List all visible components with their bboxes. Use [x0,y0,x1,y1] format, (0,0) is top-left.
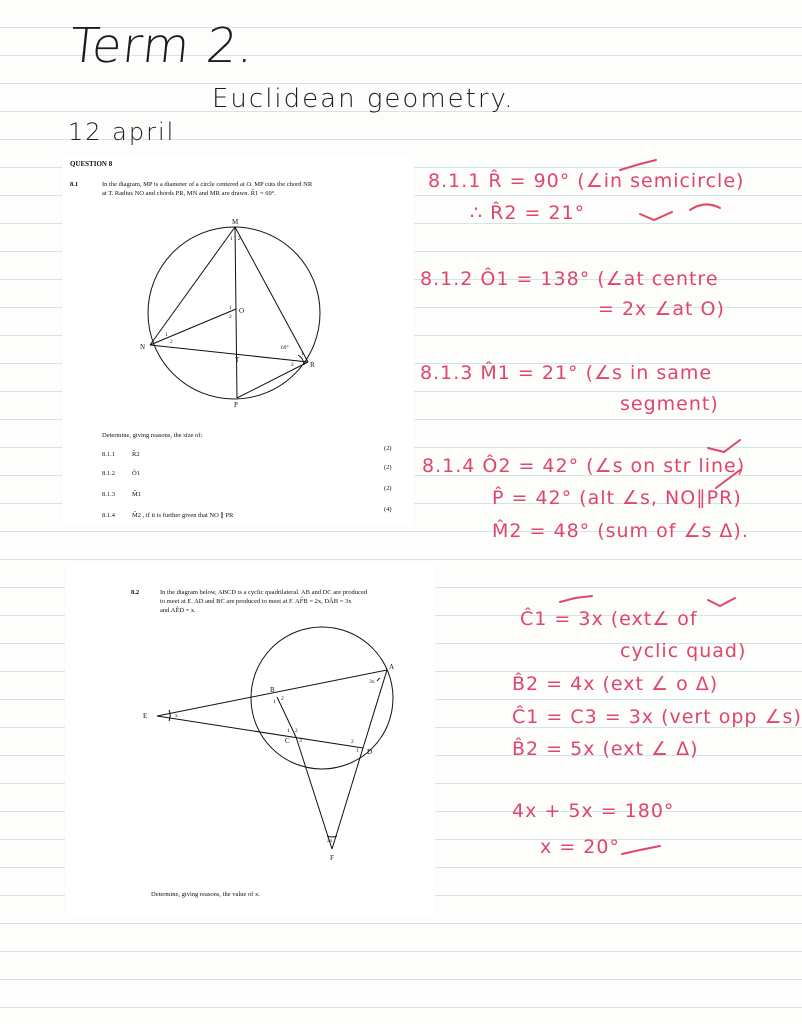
angle-label-x: x [175,713,178,719]
angle-label-m1: 1 [230,236,233,242]
answer-8-2-line2: cyclic quad) [620,640,747,662]
answer-8-2-line7: x = 20° [540,836,620,858]
tick-mark-icon [622,846,660,854]
answer-8-1-1-line1: 8.1.1 R̂ = 90° (∠in semicircle) [428,170,745,192]
angle-label-69: 69° [281,345,289,351]
item-8-1-3-marks: (2) [384,485,392,492]
item-8-1-2-label: Ô1 [132,470,140,477]
point-O-label: O [239,307,245,315]
angle-label-o1: 1 [229,305,232,311]
part-8-1-instruction: Determine, giving reasons, the size of: [102,432,203,439]
part-8-2-instruction: Determine, giving reasons, the value of x. [151,891,260,898]
notebook-subtitle: Euclidean geometry. [212,84,515,114]
angle-label-o2: 2 [229,314,232,320]
part-8-1-text-line1: In the diagram, MP is a diameter of a circle centered at O. MP cuts the chord NR [102,181,313,188]
angle-label-m2: 2 [238,236,241,242]
answer-8-1-4-line3: M̂2 = 48° (sum of ∠s Δ). [492,520,749,542]
point-M-label: M [232,218,239,226]
notebook-date: 12 april [68,118,176,146]
answer-8-2-line6: 4x + 5x = 180° [512,800,675,822]
answer-8-1-4-line1: 8.1.4 Ô2 = 42° (∠s on str line) [422,455,746,477]
point-R-label: R [310,361,315,369]
angle-label-r1: 1 [301,351,304,357]
tick-mark-icon [690,204,720,210]
question-8-1-sheet [62,155,414,527]
part-8-2-text-line2: to meet at E. AD and BC are produced to meet at F. AF̂B = 2x, DÂB = 3x [160,598,352,605]
angle-label-r2: 2 [291,362,294,368]
answer-8-1-1-line2: ∴ R̂2 = 21° [470,202,586,224]
angle-label-3x: 3x [369,679,375,685]
point-B-label: B [270,686,275,694]
answer-8-2-line1: Ĉ1 = 3x (ext∠ of [520,608,698,630]
item-8-1-4-marks: (4) [384,506,392,513]
point-E-label: E [143,712,148,720]
item-8-1-4-label: M̂2 , if it is further given that NO ∥ PR [132,512,234,519]
item-8-1-1-number: 8.1.1 [102,451,115,458]
point-D-label: D [367,748,373,756]
answer-8-1-2-line2: = 2x ∠at O) [598,298,725,320]
item-8-1-2-marks: (2) [384,464,392,471]
point-N-label: N [140,343,146,351]
answer-8-2-line5: B̂2 = 5x (ext ∠ Δ) [512,738,699,760]
angle-label-c3: 3 [299,738,302,744]
answer-8-1-2-line1: 8.1.2 Ô1 = 138° (∠at centre [420,268,719,290]
question-heading: QUESTION 8 [70,160,113,168]
item-8-1-1-label: R̂2 [132,451,140,458]
angle-label-2x: 2x [327,838,333,844]
item-8-1-1-marks: (2) [384,445,392,452]
notebook-title: Term 2. [67,18,258,74]
item-8-1-3-number: 8.1.3 [102,491,115,498]
tick-mark-icon [708,598,735,606]
angle-label-c2: 2 [295,728,298,734]
answer-8-2-line3: B̂2 = 4x (ext ∠ o Δ) [512,673,719,695]
item-8-1-3-label: M̂1 [132,491,142,498]
part-8-2-text-line1: In the diagram below, ABCD is a cyclic quadrilateral. AB and DC are produced [160,589,367,596]
tick-mark-icon [620,160,656,170]
answer-8-1-3-line1: 8.1.3 M̂1 = 21° (∠s in same [420,362,713,384]
angle-label-c1: 1 [287,728,290,734]
circle-diagram-8-1 [62,215,414,425]
point-C-label: C [285,737,290,745]
point-T-label: T [235,356,240,364]
cyclic-quad-diagram-8-2 [65,615,435,865]
part-8-1-number: 8.1 [70,181,79,188]
angle-label-b2: 2 [281,696,284,702]
tick-mark-icon [560,596,592,602]
angle-label-b1: 1 [273,699,276,705]
angle-label-n1: 1 [165,332,168,338]
angle-label-d2: 2 [351,739,354,745]
answer-8-1-4-line2: P̂ = 42° (alt ∠s, NO∥PR) [492,487,742,509]
tick-mark-icon [640,212,672,220]
point-F-label: F [330,854,334,862]
angle-label-d1: 1 [356,748,359,754]
part-8-1-text-line2: at T. Radius NO and chords PR, MN and MR are drawn. R̂1 = 69°. [102,190,276,197]
item-8-1-4-number: 8.1.4 [102,512,115,519]
question-8-2-sheet [65,565,435,915]
angle-label-n2: 2 [170,339,173,345]
answer-8-1-3-line2: segment) [620,393,719,415]
point-A-label: A [389,663,395,671]
answer-8-2-line4: Ĉ1 = C3 = 3x (vert opp ∠s) [512,706,802,728]
part-8-2-text-line3: and AÊD = x. [160,607,196,614]
point-P-label: P [234,401,238,409]
item-8-1-2-number: 8.1.2 [102,470,115,477]
tick-mark-icon [708,440,740,452]
part-8-2-number: 8.2 [131,589,140,596]
